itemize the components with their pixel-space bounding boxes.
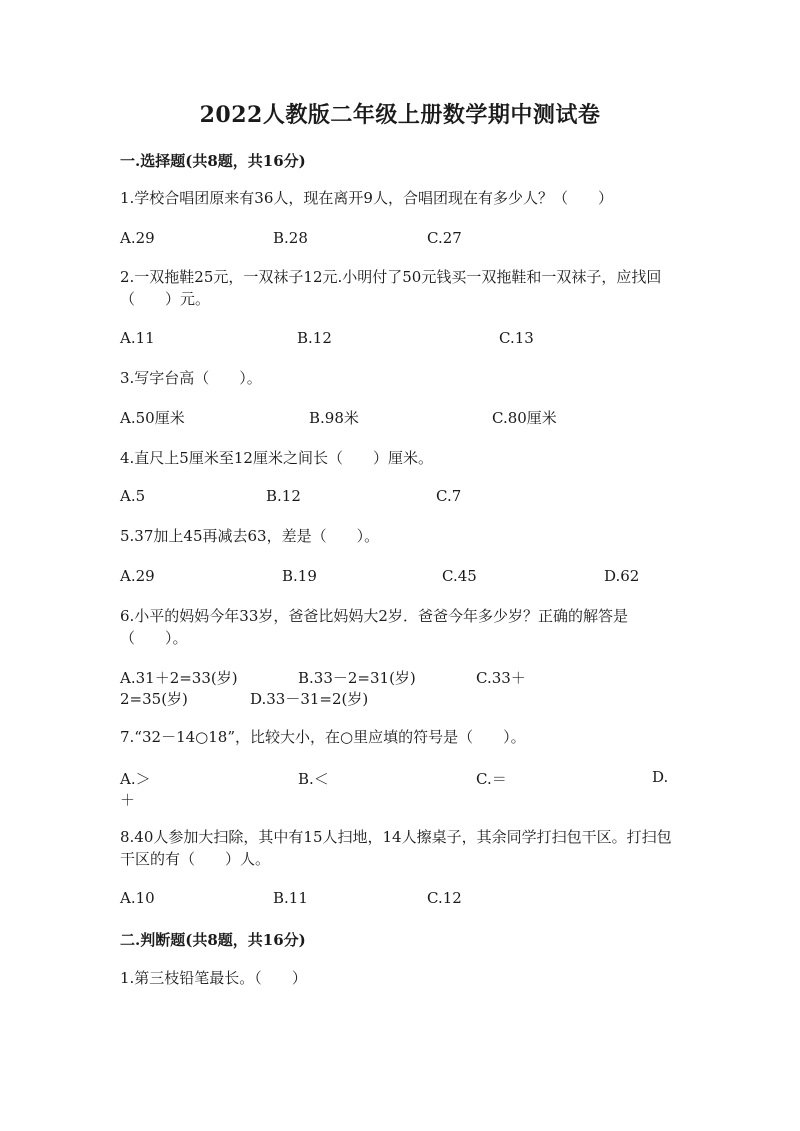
option-d: D. xyxy=(652,768,669,786)
option-b: B.12 xyxy=(266,487,301,505)
option-b: B.11 xyxy=(273,889,308,907)
question-4: 4.直尺上5厘米至12厘米之间长（ ）厘米。 xyxy=(120,449,433,467)
question-6: 6.小平的妈妈今年33岁，爸爸比妈妈大2岁．爸爸今年多少岁？正确的解答是（ ）。 xyxy=(120,607,628,647)
question-1: 1.学校合唱团原来有36人，现在离开9人，合唱团现在有多少人？（ ） xyxy=(120,189,613,207)
option-c: C.27 xyxy=(427,229,462,247)
option-b: B.98米 xyxy=(309,409,359,427)
option-a: A.29 xyxy=(120,229,155,247)
question-2: 2.一双拖鞋25元，一双袜子12元.小明付了50元钱买一双拖鞋和一双袜子，应找回（ ）元。 xyxy=(120,268,662,308)
question-7: 7.“32－14○18”，比较大小，在○里应填的符号是（ ）。 xyxy=(120,728,526,746)
page-title: 2022人教版二年级上册数学期中测试卷 xyxy=(199,102,601,128)
option-a: A.5 xyxy=(120,487,146,505)
question-1: 1.第三枝铅笔最长。（ ） xyxy=(120,969,307,987)
option-a: A.＞ xyxy=(120,770,151,788)
option-d: D.33－31=2(岁) xyxy=(250,690,369,708)
option-c: C.＝ xyxy=(476,770,507,788)
option-a: A.50厘米 xyxy=(120,409,185,427)
option-d-continued: ＋ xyxy=(120,791,136,809)
option-c: C.13 xyxy=(499,329,534,347)
question-8: 8.40人参加大扫除，其中有15人扫地，14人擦桌子，其余同学打扫包干区。打扫包干区的有（ ）人。 xyxy=(120,828,672,868)
option-a: A.10 xyxy=(120,889,155,907)
option-c-continued: 2=35(岁) xyxy=(120,690,188,708)
option-a: A.31＋2=33(岁) xyxy=(120,669,238,687)
question-3: 3.写字台高（ ）。 xyxy=(120,369,262,387)
option-d: D.62 xyxy=(604,567,640,585)
option-b: B.＜ xyxy=(298,770,329,788)
option-c: C.80厘米 xyxy=(492,409,557,427)
section-heading-choice: 一.选择题(共8题，共16分) xyxy=(120,152,306,170)
option-a: A.11 xyxy=(120,329,155,347)
option-b: B.33－2=31(岁) xyxy=(298,669,416,687)
option-b: B.12 xyxy=(297,329,332,347)
option-a: A.29 xyxy=(120,567,155,585)
option-c: C.33＋ xyxy=(476,669,526,687)
option-c: C.7 xyxy=(436,487,462,505)
section-heading-judgement: 二.判断题(共8题，共16分) xyxy=(120,931,306,949)
question-5: 5.37加上45再减去63，差是（ ）。 xyxy=(120,527,380,545)
option-c: C.12 xyxy=(427,889,462,907)
option-b: B.28 xyxy=(273,229,308,247)
option-c: C.45 xyxy=(442,567,477,585)
option-b: B.19 xyxy=(282,567,317,585)
